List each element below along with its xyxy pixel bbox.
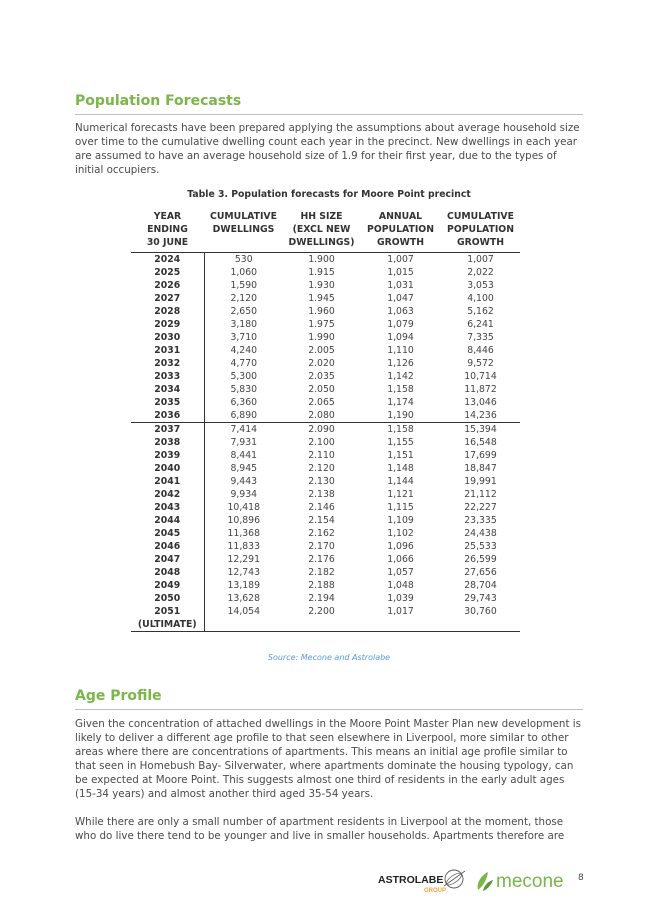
table-cell: 2.146 [308, 502, 335, 513]
table-cell: 28,704 [464, 580, 497, 591]
year-cell: 2026 [131, 279, 204, 292]
table-cell: 17,699 [464, 450, 497, 461]
table-cell: 24,438 [464, 528, 497, 539]
table-cell: 2,022 [467, 267, 494, 278]
year-cell: 2039 [131, 449, 204, 462]
table-cell: 1.930 [308, 280, 335, 291]
table-row [131, 527, 520, 540]
table-cell: 1,109 [387, 515, 414, 526]
table-row [131, 475, 520, 488]
table-cell: 9,443 [230, 476, 258, 487]
table-cell: 12,291 [227, 554, 261, 565]
table-row [131, 279, 520, 292]
year-cell: 2037 [131, 423, 204, 437]
table-cell: 22,227 [464, 502, 497, 513]
table-cell: 1,148 [387, 463, 414, 474]
table-cell: 1,017 [360, 605, 441, 632]
table-cell: 4,240 [230, 345, 258, 356]
population-forecast-table [131, 210, 520, 632]
table-cell: 5,830 [230, 384, 258, 395]
table-cell: 1,126 [387, 358, 414, 369]
table-row [131, 318, 520, 331]
table-caption: Table 3. Population forecasts for Moore Point precinct [187, 189, 471, 200]
table-cell: 4,770 [230, 358, 258, 369]
table-cell: 1,060 [230, 267, 258, 278]
table-cell: 4,100 [467, 293, 494, 304]
table-cell: 25,533 [464, 541, 497, 552]
table-cell: 1.960 [308, 306, 335, 317]
table-cell: 6,360 [230, 397, 258, 408]
table-row [131, 566, 520, 579]
table-cell: 2.182 [308, 567, 335, 578]
table-cell: 2.005 [308, 345, 335, 356]
year-cell: 2046 [131, 540, 204, 553]
table-cell: 11,368 [227, 528, 261, 539]
year-cell: 2028 [131, 305, 204, 318]
table-row [131, 370, 520, 383]
header-hh-size: HH SIZE (EXCL NEW DWELLINGS) [283, 210, 360, 253]
table-cell: 1,096 [387, 541, 414, 552]
table-row [131, 488, 520, 501]
table-row [131, 305, 520, 318]
table-cell: 14,236 [441, 409, 520, 423]
table-row [131, 514, 520, 527]
table-cell: 7,931 [230, 437, 258, 448]
table-cell: 2.162 [308, 528, 335, 539]
table-header-row [131, 210, 520, 253]
age-profile-paragraph-1: Given the concentration of attached dwellings in the Moore Point Master Plan new development is likely to deliver a different age profile to that seen elsewhere in Liverpool, more similar to other areas where there are concentrations of apartments. This means an initial age profile similar to that seen in Homebush Bay- Silverwater, where apartments dominate the housing typology, can be expected at Moore Point. This suggests almost one third of residents in the early adult ages (15-34 years) and almost another third aged 35-54 years. [75, 718, 581, 800]
table-cell: 9,572 [467, 358, 494, 369]
table-cell: 10,418 [227, 502, 261, 513]
table-row [131, 579, 520, 592]
table-cell: 8,945 [230, 463, 258, 474]
year-cell: 2031 [131, 344, 204, 357]
table-cell: 30,760 [441, 605, 520, 632]
table-cell: 3,053 [467, 280, 494, 291]
header-year-ending: YEAR ENDING 30 JUNE [131, 210, 204, 253]
year-cell: 2050 [131, 592, 204, 605]
year-cell: 2051 (ULTIMATE) [131, 605, 204, 632]
table-row [131, 266, 520, 279]
table-cell: 3,180 [230, 319, 258, 330]
year-cell: 2030 [131, 331, 204, 344]
table-cell: 23,335 [464, 515, 497, 526]
age-profile-paragraph-2: While there are only a small number of apartment residents in Liverpool at the moment, those who do live there tend to be younger and live in smaller households. Apartments therefore are [75, 816, 565, 842]
table-cell: 1,144 [387, 476, 414, 487]
table-row [131, 344, 520, 357]
table-cell: 2,120 [230, 293, 258, 304]
table-cell: 8,441 [230, 450, 258, 461]
table-cell: 1.990 [308, 332, 335, 343]
table-cell: 1,174 [387, 397, 414, 408]
year-cell: 2025 [131, 266, 204, 279]
table-cell: 1,015 [387, 267, 414, 278]
year-cell: 2033 [131, 370, 204, 383]
table-cell: 5,162 [467, 306, 494, 317]
table-cell: 1,063 [387, 306, 414, 317]
table-cell: 13,628 [227, 593, 261, 604]
table-row [131, 292, 520, 305]
table-row [131, 331, 520, 344]
year-cell: 2042 [131, 488, 204, 501]
year-cell: 2027 [131, 292, 204, 305]
table-cell: 2.050 [308, 384, 335, 395]
table-cell: 11,872 [464, 384, 497, 395]
table-cell: 2,650 [230, 306, 258, 317]
section-divider [75, 709, 583, 710]
year-cell: 2032 [131, 357, 204, 370]
table-cell: 1,142 [387, 371, 414, 382]
table-cell: 1,066 [387, 554, 414, 565]
table-row [131, 553, 520, 566]
table-cell: 2.090 [308, 424, 335, 435]
table-cell: 1,158 [387, 424, 414, 435]
table-cell: 2.020 [308, 358, 335, 369]
table-cell: 29,743 [464, 593, 497, 604]
table-cell: 26,599 [464, 554, 497, 565]
table-cell: 12,743 [227, 567, 261, 578]
table-cell: 1,590 [230, 280, 258, 291]
year-cell: 2045 [131, 527, 204, 540]
table-cell: 1,007 [467, 254, 494, 265]
ultimate-note: (ULTIMATE) [137, 619, 197, 630]
table-cell: 2.170 [308, 541, 335, 552]
year-cell: 2044 [131, 514, 204, 527]
table-row [131, 357, 520, 370]
table-cell: 2.130 [308, 476, 335, 487]
table-cell: 1,057 [387, 567, 414, 578]
page-number: 8 [578, 873, 584, 883]
table-cell: 2.188 [308, 580, 335, 591]
year-cell: 2029 [131, 318, 204, 331]
table-cell: 1.975 [308, 319, 335, 330]
year-cell: 2043 [131, 501, 204, 514]
table-cell: 2.110 [308, 450, 335, 461]
table-cell: 1.900 [308, 254, 335, 265]
table-cell: 1,094 [387, 332, 414, 343]
table-cell: 2.200 [283, 605, 360, 632]
table-cell: 2.176 [308, 554, 335, 565]
table-cell: 1,079 [387, 319, 414, 330]
table-cell: 2.035 [308, 371, 335, 382]
section-title-population-forecasts: Population Forecasts [75, 93, 242, 109]
table-cell: 2.138 [308, 489, 335, 500]
year-cell: 2047 [131, 553, 204, 566]
mecone-logo [474, 866, 570, 896]
year-cell: 2040 [131, 462, 204, 475]
table-cell: 2.080 [283, 409, 360, 423]
table-cell: 1,047 [387, 293, 414, 304]
table-cell: 13,189 [227, 580, 261, 591]
table-cell: 1,048 [387, 580, 414, 591]
table-cell: 1,121 [387, 489, 414, 500]
table-cell: 1,190 [360, 409, 441, 423]
year-cell: 2038 [131, 436, 204, 449]
table-cell: 10,896 [227, 515, 261, 526]
year-cell: 2049 [131, 579, 204, 592]
astrolabe-emblem-icon [444, 870, 465, 888]
table-cell: 530 [234, 254, 253, 265]
table-row [131, 409, 520, 423]
table-cell: 15,394 [464, 424, 497, 435]
header-cumulative-dwellings: CUMULATIVE DWELLINGS [204, 210, 283, 253]
table-row [131, 253, 520, 267]
year-cell: 2041 [131, 475, 204, 488]
table-cell: 1,110 [387, 345, 414, 356]
table-cell: 11,833 [227, 541, 261, 552]
table-cell: 27,656 [464, 567, 497, 578]
table-cell: 1,115 [387, 502, 414, 513]
table-row [131, 540, 520, 553]
table-cell: 14,054 [204, 605, 283, 632]
table-cell: 1,155 [387, 437, 414, 448]
astrolabe-group-logo [378, 866, 476, 896]
table-cell: 5,300 [230, 371, 258, 382]
table-row [131, 449, 520, 462]
astrolabe-logo-text: ASTROLABE [378, 874, 444, 886]
table-row [131, 462, 520, 475]
table-cell: 21,112 [464, 489, 497, 500]
table-row [131, 423, 520, 437]
table-row [131, 501, 520, 514]
table-cell: 8,446 [467, 345, 494, 356]
astrolabe-logo-subtext: GROUP [424, 888, 447, 894]
mecone-leaf-icon [478, 872, 493, 891]
year-cell: 2034 [131, 383, 204, 396]
table-cell: 10,714 [464, 371, 497, 382]
table-cell: 1.915 [308, 267, 335, 278]
table-source: Source: Mecone and Astrolabe [267, 653, 391, 662]
table-cell: 1,039 [387, 593, 414, 604]
section-title-age-profile: Age Profile [75, 688, 162, 704]
header-cumulative-population-growth: CUMULATIVE POPULATION GROWTH [441, 210, 520, 253]
table-cell: 13,046 [464, 397, 497, 408]
table-row [131, 396, 520, 409]
table-row [131, 592, 520, 605]
table-cell: 2.194 [308, 593, 335, 604]
table-cell: 1.945 [308, 293, 335, 304]
year-cell: 2036 [131, 409, 204, 423]
table-cell: 2.154 [308, 515, 335, 526]
population-forecasts-paragraph: Numerical forecasts have been prepared applying the assumptions about average household size over time to the cumulative dwelling count each year in the precinct. New dwellings in each year are assumed to have an average household size of 1.9 for their first year, due to the types of initial occupiers. [75, 122, 580, 176]
section-divider [75, 114, 583, 115]
year-cell: 2048 [131, 566, 204, 579]
table-cell: 6,890 [204, 409, 283, 423]
table-cell: 6,241 [467, 319, 494, 330]
table-cell: 2.065 [308, 397, 335, 408]
year-cell: 2035 [131, 396, 204, 409]
table-cell: 2.120 [308, 463, 335, 474]
table-row [131, 383, 520, 396]
table-cell: 9,934 [230, 489, 258, 500]
table-cell: 18,847 [464, 463, 497, 474]
table-cell: 1,158 [387, 384, 414, 395]
table-cell: 7,335 [467, 332, 494, 343]
table-cell: 19,991 [464, 476, 497, 487]
mecone-logo-text: mecone [496, 871, 564, 892]
table-cell: 16,548 [464, 437, 497, 448]
table-row [131, 605, 520, 632]
header-annual-population-growth: ANNUAL POPULATION GROWTH [360, 210, 441, 253]
table-cell: 1,151 [387, 450, 414, 461]
table-cell: 7,414 [230, 424, 258, 435]
table-cell: 1,102 [387, 528, 414, 539]
table-cell: 1,007 [387, 254, 414, 265]
year-cell: 2024 [131, 253, 204, 267]
table-cell: 2.100 [308, 437, 335, 448]
table-row [131, 436, 520, 449]
table-cell: 1,031 [387, 280, 414, 291]
table-cell: 3,710 [230, 332, 258, 343]
